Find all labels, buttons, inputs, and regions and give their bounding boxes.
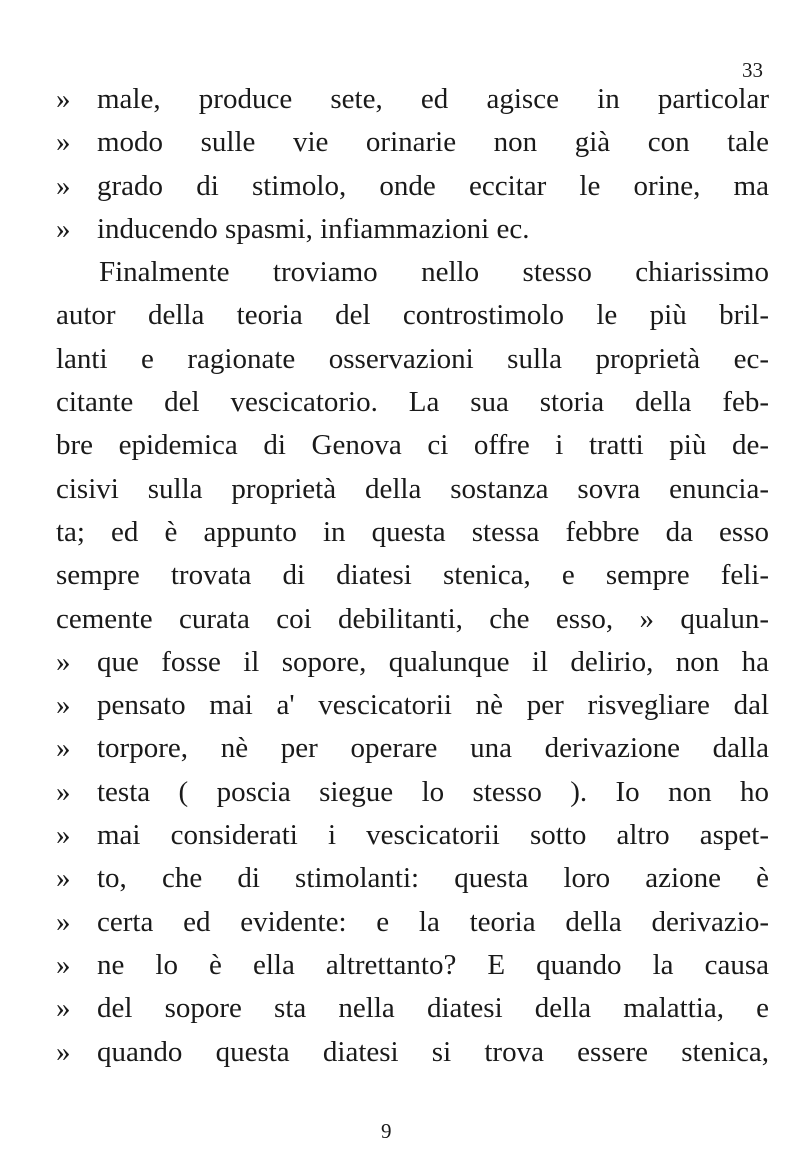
line-text: citante del vescicatorio. La sua storia della feb- — [56, 386, 769, 419]
line-text: quando questa diatesi si trova essere stenica, — [97, 1035, 769, 1068]
quote-mark: » — [56, 819, 71, 852]
line-text: to, che di stimolanti: questa loro azione è — [97, 862, 769, 895]
text-line — [0, 814, 800, 857]
text-line — [0, 1031, 800, 1074]
text-line — [0, 857, 800, 900]
quote-mark: » — [56, 862, 71, 895]
text-line — [0, 641, 800, 684]
text-line — [0, 727, 800, 770]
line-text: inducendo spasmi, infiammazioni ec. — [97, 212, 530, 245]
quote-mark: » — [56, 645, 71, 678]
text-line — [0, 771, 800, 814]
text-line — [0, 511, 800, 554]
signature-mark: 9 — [381, 1119, 392, 1143]
line-text: mai considerati i vescicatorii sotto altro aspet- — [97, 819, 769, 852]
line-text: modo sulle vie orinarie non già con tale — [97, 126, 769, 159]
text-line — [0, 165, 800, 208]
quote-mark: » — [56, 905, 71, 938]
line-text: testa ( poscia siegue lo stesso ). Io non ho — [97, 775, 769, 808]
line-text: sempre trovata di diatesi stenica, e sempre feli- — [56, 559, 769, 592]
line-text: bre epidemica di Genova ci offre i tratti più de- — [56, 429, 769, 462]
line-text: ta; ed è appunto in questa stessa febbre da esso — [56, 515, 769, 548]
line-text: cemente curata coi debilitanti, che esso, » qualun- — [56, 602, 769, 635]
text-line — [0, 684, 800, 727]
line-text: del sopore sta nella diatesi della malattia, e — [97, 992, 769, 1025]
text-line — [0, 251, 800, 294]
quote-mark: » — [56, 212, 71, 245]
line-text: torpore, nè per operare una derivazione dalla — [97, 732, 769, 765]
line-text: certa ed evidente: e la teoria della derivazio- — [97, 905, 769, 938]
line-text: grado di stimolo, onde eccitar le orine, ma — [97, 169, 769, 202]
text-line — [0, 901, 800, 944]
line-text: lanti e ragionate osservazioni sulla proprietà ec- — [56, 342, 769, 375]
quote-mark: » — [56, 992, 71, 1025]
line-text: pensato mai a' vescicatorii nè per risvegliare dal — [97, 689, 769, 722]
text-line — [0, 598, 800, 641]
quote-mark: » — [56, 775, 71, 808]
quote-mark: » — [56, 689, 71, 722]
line-text: ne lo è ella altrettanto? E quando la causa — [97, 948, 769, 981]
text-line — [0, 338, 800, 381]
text-line — [0, 987, 800, 1030]
line-text: autor della teoria del controstimolo le più bril- — [56, 299, 769, 332]
text-line — [0, 78, 800, 121]
page-number: 33 — [742, 58, 763, 82]
text-line — [0, 208, 800, 251]
quote-mark: » — [56, 948, 71, 981]
text-line — [0, 944, 800, 987]
quote-mark: » — [56, 126, 71, 159]
line-text: male, produce sete, ed agisce in particolar — [97, 83, 769, 115]
text-line — [0, 424, 800, 467]
line-text: cisivi sulla proprietà della sostanza sovra enuncia- — [56, 472, 769, 505]
text-line — [0, 468, 800, 511]
quote-mark: » — [56, 169, 71, 202]
line-text: Finalmente troviamo nello stesso chiarissimo — [99, 256, 769, 289]
text-line — [0, 294, 800, 337]
text-line — [0, 121, 800, 164]
quote-mark: » — [56, 732, 71, 765]
quote-mark: » — [56, 83, 71, 115]
line-text: que fosse il sopore, qualunque il delirio, non ha — [97, 645, 769, 678]
text-line — [0, 554, 800, 597]
quote-mark: » — [56, 1035, 71, 1068]
text-line — [0, 381, 800, 424]
body-text — [0, 78, 800, 1074]
